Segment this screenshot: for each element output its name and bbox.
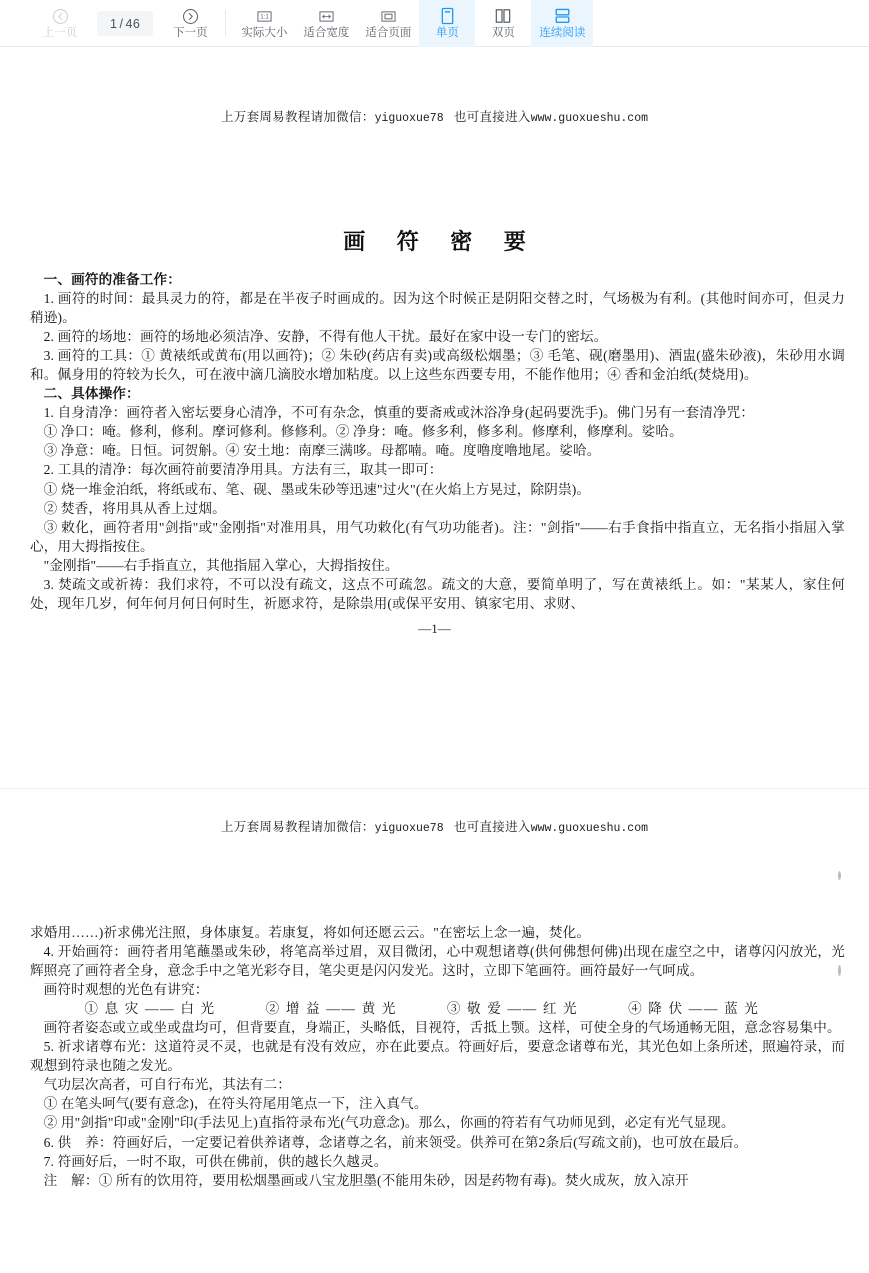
- fit-width-label: 适合宽度: [303, 26, 350, 39]
- paragraph-method-2: ② 焚香，将用具从香上过烟。: [43, 500, 226, 516]
- light-item-2: [238, 999, 397, 1018]
- page-separator: /: [119, 16, 124, 31]
- watermark-text: 上万套周易教程请加微信：: [220, 110, 375, 124]
- section-heading-2: 二、具体操作：: [43, 386, 140, 402]
- light-dash-4: ——: [688, 1001, 720, 1017]
- document-page-1: [0, 47, 869, 789]
- page-2-body: [0, 835, 869, 1190]
- next-page-label: 下一页: [173, 26, 208, 39]
- light-color-3: 红 光: [542, 1001, 579, 1017]
- watermark-text2: 也可直接进入: [453, 110, 531, 124]
- paragraph-note: 注 解：① 所有的饮用符，要用松烟墨画或八宝龙胆墨(不能用朱砂，因是药物有毒)。焚火成灰，放入凉开: [43, 1172, 689, 1188]
- one-to-one-icon: [256, 7, 273, 26]
- watermark-text2: 也可直接进入: [453, 820, 531, 834]
- prev-page-button[interactable]: [32, 0, 88, 47]
- scan-speck-1: [838, 871, 841, 880]
- paragraph-qigong-1: ① 在笔头呵气(要有意念)，在符头符尾用笔点一下，注入真气。: [43, 1096, 428, 1112]
- paragraph-3-6: 6. 供 养：符画好后，一定要记着供养诸尊，念诸尊之名，前来领受。供养可在第2条后(写疏文前)，也可放在最后。: [43, 1134, 748, 1150]
- fit-width-button[interactable]: [295, 0, 357, 47]
- scan-speck-2: [838, 965, 841, 976]
- light-num-2: ②: [265, 1001, 281, 1017]
- section-heading-1: 一、画符的准备工作：: [43, 272, 182, 287]
- light-name-4: 降 伏: [648, 1001, 684, 1017]
- paragraph-2-2: 2. 工具的清净：每次画符前要清净用具。方法有三，取其一即可：: [43, 462, 443, 478]
- paragraph-2-1: 1. 自身清净：画符者入密坛要身心清净，不可有杂念，慎重的要斋戒或沐浴净身(起码要洗手)。佛门另有一套清净咒：: [43, 405, 755, 421]
- watermark-wechat: yiguoxue78: [374, 822, 444, 835]
- watermark-page-1: [0, 47, 869, 125]
- document-viewer[interactable]: [0, 47, 869, 1273]
- actual-size-label: 实际大小: [241, 26, 288, 39]
- double-page-button[interactable]: [475, 0, 531, 47]
- current-page-value[interactable]: 1: [110, 16, 118, 31]
- light-dash-2: ——: [326, 1001, 357, 1017]
- fit-page-icon: [380, 7, 397, 26]
- light-color-4: 蓝 光: [724, 1001, 760, 1017]
- page-folio-1: —1—: [418, 620, 451, 636]
- paragraph-lightintro: 画符时观想的光色有讲究：: [43, 982, 209, 998]
- light-name-2: 增 益: [285, 1001, 322, 1017]
- light-color-list: [30, 999, 845, 1018]
- paragraph-jingang: "金刚指"——右手指直立，其他指屈入掌心，大拇指按住。: [43, 557, 399, 573]
- paragraph-3-4: 4. 开始画符：画符者用笔蘸墨或朱砂，将笔高举过眉，双目微闭，心中观想诸尊(供何佛想何佛)出现在虚空之中，诸尊闪闪放光，光辉照亮了画符者全身，意念手中之笔光彩夺目，笔尖更是闪闪发光。这时，立即下笔画符。画符最好一气呵成。: [30, 944, 845, 979]
- light-item-4: [601, 999, 760, 1018]
- paragraph-2-3: 3. 焚疏文或祈祷：我们求符，不可以没有疏文，这点不可疏忽。疏文的大意，要简单明了，写在黄裱纸上。如："某某人，家住何处，现年几岁，何年何月何日何时生，祈愿求符，是除祟用(或保平安用、镇家宅用、求财、: [30, 576, 845, 611]
- watermark-text: 上万套周易教程请加微信：: [220, 820, 375, 834]
- light-color-2: 黄 光: [361, 1001, 397, 1017]
- single-page-icon: [440, 7, 455, 26]
- double-page-label: 双页: [491, 26, 515, 39]
- page-indicator[interactable]: [97, 11, 153, 36]
- document-page-2: [0, 789, 869, 1273]
- light-item-3: [420, 999, 579, 1018]
- watermark-wechat: yiguoxue78: [374, 112, 444, 125]
- svg-text:1:1: 1:1: [260, 13, 269, 21]
- watermark-site: www.guoxueshu.com: [530, 112, 649, 125]
- chevron-right-circle-icon: [182, 7, 199, 26]
- light-num-1: ①: [84, 1001, 100, 1017]
- paragraph-posture: 画符者姿态或立或坐或盘均可，但背要直，身端正，头略低，目视符，舌抵上颚。这样，可使全身的气场通畅无阻，意念容易集中。: [43, 1020, 841, 1036]
- paragraph-mantra-2: ③ 净意：唵。日恒。诃贺斛。④ 安土地：南摩三满哆。母都喃。唵。度噜度噜地尾。娑哈。: [43, 443, 601, 459]
- page-title: 画 符 密 要: [343, 229, 539, 254]
- paragraph-mantra-1: ① 净口：唵。修利，修利。摩诃修利。修修利。② 净身：唵。修多利，修多利。修摩利，修摩利。娑哈。: [43, 424, 683, 440]
- viewer-toolbar: [0, 0, 869, 47]
- fit-page-label: 适合页面: [365, 26, 412, 39]
- continuous-scroll-icon: [554, 7, 571, 26]
- toolbar-divider-1: [225, 10, 226, 36]
- watermark-site: www.guoxueshu.com: [530, 822, 649, 835]
- paragraph-method-3: ③ 敕化，画符者用"剑指"或"金刚指"对准用具，用气功敕化(有气功功能者)。注："剑指"——右手食指中指直立，无名指小指屈入掌心，用大拇指按住。: [30, 519, 845, 554]
- light-dash-3: ——: [507, 1001, 538, 1017]
- total-pages-value: 46: [125, 16, 141, 31]
- paragraph-1-1: 1. 画符的时间：最具灵力的符，都是在半夜子时画成的。因为这个时候正是阴阳交替之时，气场极为有利。(其他时间亦可，但灵力稍逊)。: [30, 291, 845, 326]
- fit-page-button[interactable]: [357, 0, 419, 47]
- paragraph-3-5: 5. 祈求诸尊布光：这道符灵不灵，也就是有没有效应，亦在此要点。符画好后，要意念诸尊布光，其光色如上条所述，照遍符录，而观想到符录也随之发光。: [30, 1039, 845, 1074]
- light-num-4: ④: [628, 1001, 644, 1017]
- light-name-1: 息 灾: [104, 1001, 140, 1017]
- paragraph-1-2: 2. 画符的场地：画符的场地必须洁净、安静，不得有他人干扰。最好在家中设一专门的密坛。: [43, 329, 608, 345]
- light-num-3: ③: [446, 1001, 463, 1017]
- light-color-1: 白 光: [180, 1001, 216, 1017]
- light-name-3: 敬 爱: [467, 1001, 503, 1017]
- light-item-1: [57, 999, 216, 1018]
- actual-size-button[interactable]: [233, 0, 295, 47]
- fit-width-icon: [318, 7, 335, 26]
- single-page-label: 单页: [435, 26, 459, 39]
- paragraph-3-0: 求婚用……)祈求佛光注照，身体康复。若康复，将如何还愿云云。"在密坛上念一遍，焚化。: [30, 925, 591, 940]
- single-page-button[interactable]: [419, 0, 475, 47]
- page-1-body: [0, 270, 869, 613]
- paragraph-qigong-intro: 气功层次高者，可自行布光，其法有二：: [43, 1077, 291, 1093]
- light-dash-1: ——: [144, 1001, 176, 1017]
- chevron-left-circle-icon: [52, 7, 69, 26]
- prev-page-label: 上一页: [42, 26, 78, 39]
- watermark-page-2: [0, 789, 869, 835]
- paragraph-3-7: 7. 符画好后，一时不取，可供在佛前，供的越长久越灵。: [43, 1153, 388, 1169]
- paragraph-method-1: ① 烧一堆金泊纸，将纸或布、笔、砚、墨或朱砂等迅速"过火"(在火焰上方晃过，除阴祟)。: [43, 481, 591, 497]
- continuous-scroll-button[interactable]: [531, 0, 593, 47]
- double-page-icon: [495, 7, 511, 26]
- paragraph-qigong-2: ② 用"剑指"印或"金刚"印(手法见上)直指符录布光(气功意念)。那么，你画的符若有气功师见到，必定有光气显现。: [43, 1115, 735, 1131]
- continuous-scroll-label: 连续阅读: [539, 26, 586, 39]
- paragraph-1-3: 3. 画符的工具：① 黄裱纸或黄布(用以画符)；② 朱砂(药店有卖)或高级松烟墨；③ 毛笔、砚(磨墨用)、酒盅(盛朱砂液)，朱砂用水调和。佩身用的符较为长久，可在液中滴几滴胶水增加粘度。以上这些东西要专用，不能作他用；④ 香和金泊纸(焚烧用)。: [30, 348, 845, 383]
- next-page-button[interactable]: [162, 0, 218, 47]
